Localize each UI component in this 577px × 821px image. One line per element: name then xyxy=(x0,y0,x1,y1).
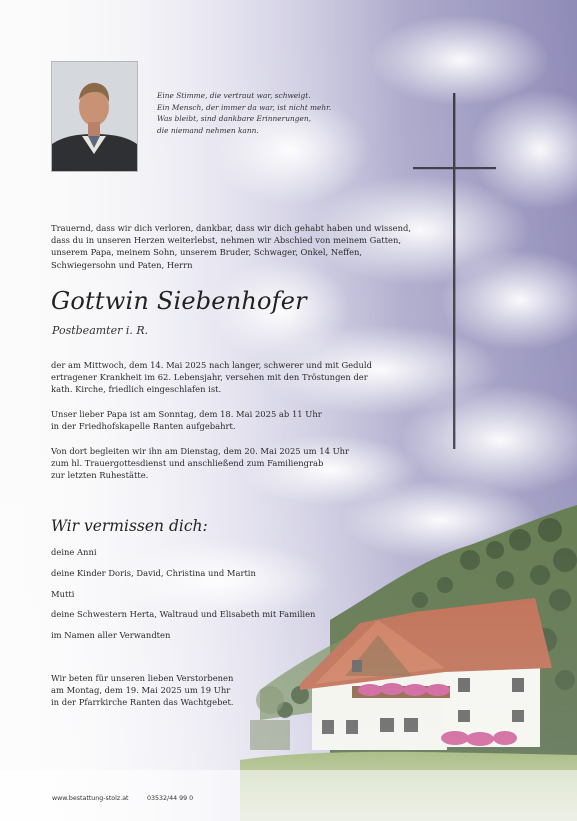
memorial-quote xyxy=(157,90,407,136)
paragraph-line: ertragener Krankheit im 62. Lebensjahr, versehen mit den Tröstungen der xyxy=(51,372,368,383)
intro-line: Schwiegersohn und Paten, Herrn xyxy=(51,259,193,270)
paragraph-line: zum hl. Trauergottesdienst und anschließend zum Familiengrab xyxy=(51,458,324,469)
paragraph-line: in der Pfarrkirche Ranten das Wachtgebet. xyxy=(51,697,234,708)
portrait-photo xyxy=(51,61,138,172)
mourner-item: Mutti xyxy=(51,588,75,599)
paragraph-line: am Montag, dem 19. Mai 2025 um 19 Uhr xyxy=(51,685,231,696)
intro-text xyxy=(51,222,431,271)
intro-line: dass du in unseren Herzen weiterlebst, nehmen wir Abschied von meinem Gatten, xyxy=(51,235,402,246)
mourner-item: im Namen aller Verwandten xyxy=(51,630,171,641)
quote-line: Ein Mensch, der immer da war, ist nicht mehr. xyxy=(157,102,332,112)
mourner-item: deine Kinder Doris, David, Christina und Martin xyxy=(51,567,256,578)
quote-line: Eine Stimme, die vertraut war, schweigt. xyxy=(157,91,311,100)
paragraph-line: der am Mittwoch, dem 14. Mai 2025 nach langer, schwerer und mit Geduld xyxy=(51,360,372,370)
intro-line: unserem Papa, meinem Sohn, unserem Bruder, Schwager, Onkel, Neffen, xyxy=(51,247,363,258)
paragraph-line: Von dort begleiten wir ihn am Dienstag, dem 20. Mai 2025 um 14 Uhr xyxy=(51,446,350,456)
quote-line: Was bleibt, sind dankbare Erinnerungen, xyxy=(157,114,311,124)
quote-line: die niemand nehmen kann. xyxy=(157,125,259,135)
deceased-name: Gottwin Siebenhofer xyxy=(51,287,307,315)
paragraph-line: kath. Kirche, friedlich eingeschlafen ist. xyxy=(51,384,222,395)
prayer-paragraph xyxy=(51,672,411,709)
mourner-item: deine Schwestern Herta, Waltraud und Elisabeth mit Familien xyxy=(51,609,316,620)
mourner-item: deine Anni xyxy=(51,547,97,557)
paragraph-line: Wir beten für unseren lieben Verstorbenen xyxy=(51,673,234,683)
funeral-paragraph xyxy=(51,445,411,482)
viewing-paragraph xyxy=(51,408,411,432)
mourners-heading: Wir vermissen dich: xyxy=(51,517,208,535)
passing-paragraph xyxy=(51,359,411,396)
paragraph-line: zur letzten Ruhestätte. xyxy=(51,470,149,481)
paragraph-line: in der Friedhofskapelle Ranten aufgebahrt. xyxy=(51,421,236,432)
intro-line: Trauernd, dass wir dich verloren, dankbar, dass wir dich gehabt haben und wissend, xyxy=(51,223,411,233)
paragraph-line: Unser lieber Papa ist am Sonntag, dem 18. Mai 2025 ab 11 Uhr xyxy=(51,409,322,419)
footer-phone: 03532/44 99 0 xyxy=(147,795,194,802)
deceased-title: Postbeamter i. R. xyxy=(52,324,149,337)
footer-website[interactable]: www.bestattung-stolz.at xyxy=(52,795,129,802)
mourners-list xyxy=(51,547,381,651)
